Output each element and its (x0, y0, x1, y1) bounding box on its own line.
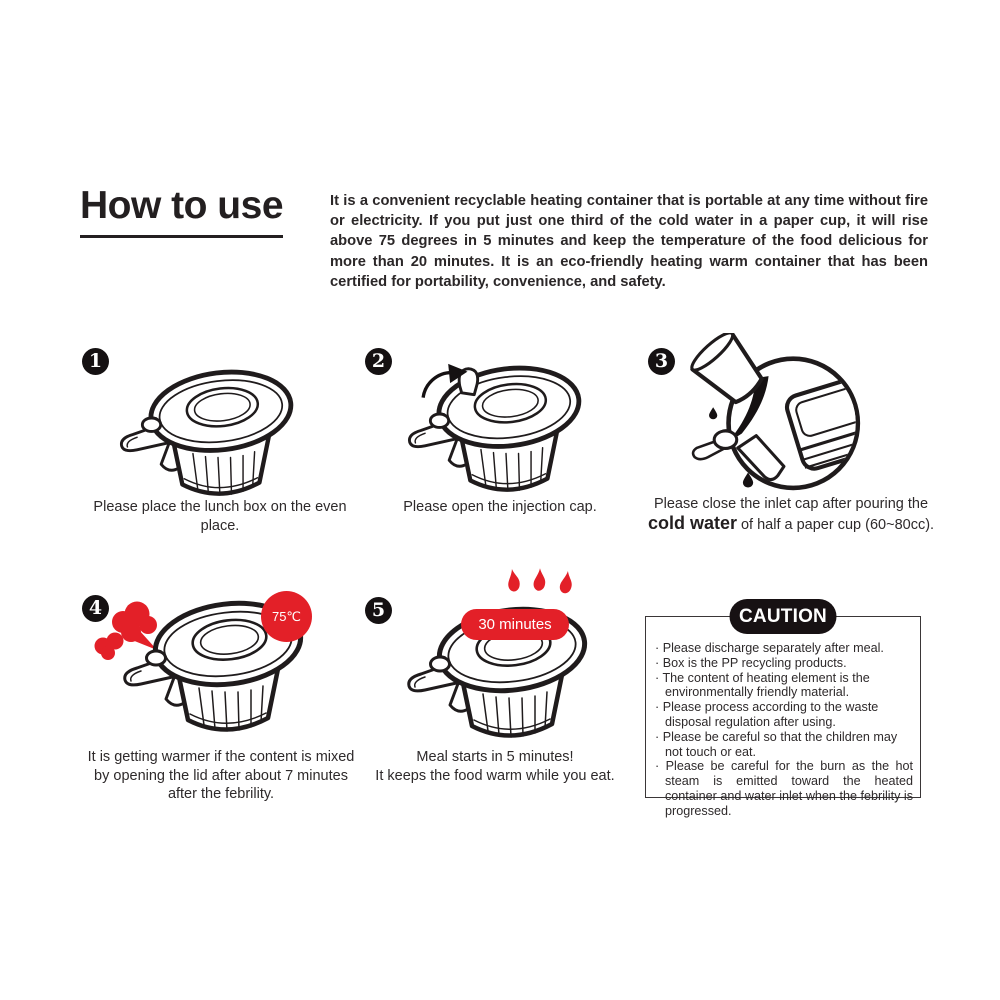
step-3-caption-line1: Please close the inlet cap after pouring the (653, 496, 929, 512)
step-3-caption (640, 495, 942, 534)
water-drop-icon (709, 407, 717, 419)
caution-item: · The content of heating element is the environmentally friendly material. (655, 671, 913, 701)
step-4-number-badge: 4 (82, 595, 109, 622)
caution-item: · Please discharge separately after meal. (655, 641, 913, 656)
temperature-badge: 75℃ (261, 591, 312, 642)
step-5-caption-line1: Meal starts in 5 minutes! (416, 749, 574, 765)
step-3 (640, 345, 942, 545)
cold-water-emphasis: cold water (647, 512, 737, 533)
open-injection-cap-illustration (400, 361, 612, 496)
flame-icons (506, 568, 574, 594)
step-4-caption: It is getting warmer if the content is mixed by opening the lid after about 7 minutes after the febrility. (87, 749, 355, 802)
duration-badge: 30 minutes (461, 609, 569, 640)
step-3-number-badge: 3 (648, 348, 675, 375)
steam-puff-icon (95, 602, 158, 661)
step-2 (360, 345, 640, 525)
caution-list (646, 617, 920, 825)
step-5-caption-line2: It keeps the food warm while you eat. (375, 767, 615, 784)
caution-item: · Please be careful so that the children may not touch or eat. (655, 730, 913, 760)
caution-item: · Please be careful for the burn as the hot steam is emitted toward the heated container and water inlet when the febrility is progressed. (655, 759, 913, 818)
intro-paragraph: It is a convenient recyclable heating container that is portable at any time without fire or electricity. If you put just one third of the cold water in a paper cup, it will rise above 75 degrees in 5 minutes and keep the temperature of the food delicious for more than 20 minutes. It is an eco-friendly heating warm container that has been certified for portability, convenience, and safety. (330, 193, 928, 290)
page-title: How to use (80, 184, 283, 238)
step-1-caption: Please place the lunch box on the even place. (93, 499, 347, 534)
lunchbox-illustration (112, 365, 324, 500)
keep-warm-illustration (385, 568, 621, 738)
step-2-number-badge: 2 (365, 348, 392, 375)
caution-title: CAUTION (730, 599, 837, 634)
step-5-caption (355, 748, 635, 785)
caution-item: · Please process according to the waste disposal regulation after using. (655, 700, 913, 730)
caution-box (645, 605, 921, 818)
step-5-number-badge: 5 (365, 597, 392, 624)
step-1 (80, 345, 360, 534)
step-4 (75, 590, 367, 805)
caution-item: · Box is the PP recycling products. (655, 656, 913, 671)
step-2-caption: Please open the injection cap. (403, 499, 597, 515)
pour-cold-water-illustration (668, 333, 904, 507)
inlet-cap-icon (714, 430, 737, 448)
step-5 (355, 590, 635, 805)
step-1-number-badge: 1 (82, 348, 109, 375)
step-3-caption-line2: cold water of half a paper cup (60~80cc). (647, 512, 935, 533)
